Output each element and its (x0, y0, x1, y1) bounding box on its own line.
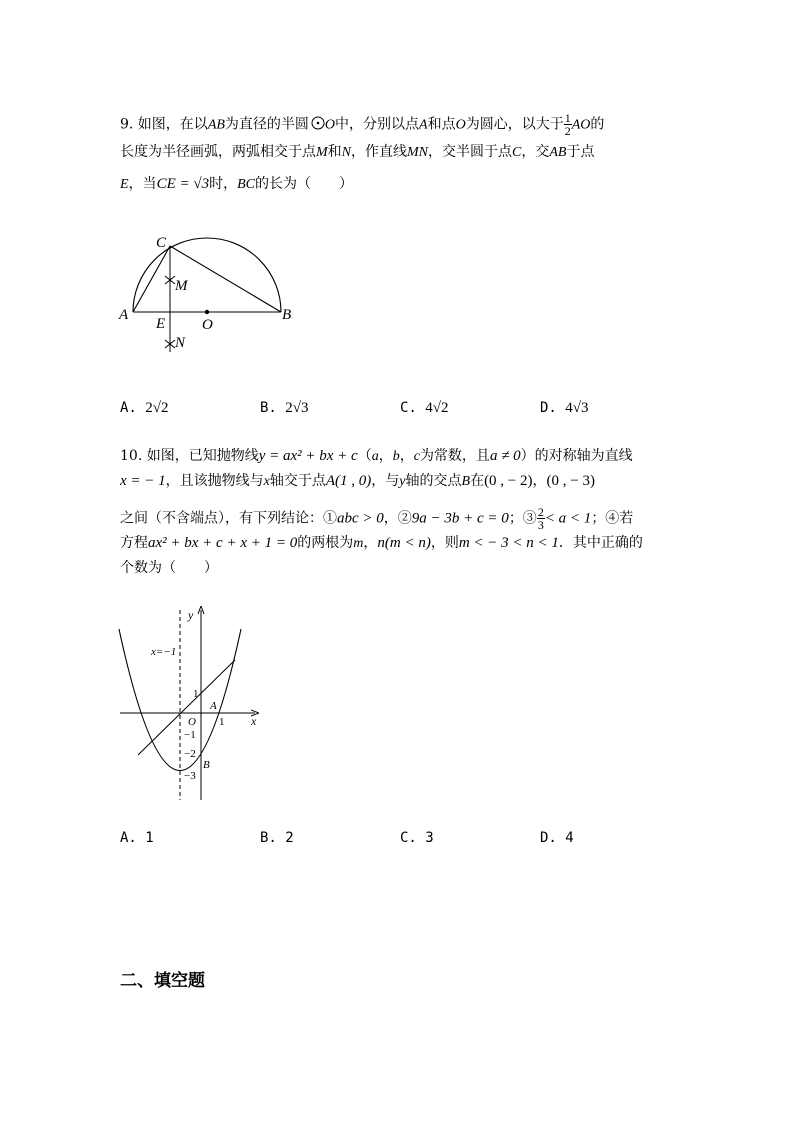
circle-dot-icon (311, 116, 325, 130)
label-A: A (119, 307, 129, 323)
q9-line-1: 9. 如图，在以AB为直径的半圆 O中，分别以点A和点O为圆心，以大于 $\frac{1}{2}$ AO的 (120, 111, 605, 138)
q9-semicircle-figure (110, 225, 310, 375)
symmetry-axis-label: x=−1 (151, 646, 177, 658)
point-A-label: A (210, 700, 217, 712)
q10-option-a[interactable]: A. 1 (120, 830, 154, 846)
label-E: E (156, 316, 166, 332)
q10-line-2: x = − 1，且该抛物线与x轴交于点A(1 , 0)，与y轴的交点B在(0 , − 2)，(0 , − 3) (120, 473, 595, 489)
x-tick-1: 1 (219, 716, 225, 728)
y-tick-1: 1 (193, 688, 199, 700)
label-N: N (175, 335, 186, 351)
q9-option-d[interactable]: D. 4√3 (540, 400, 589, 416)
y-tick-neg2: −2 (184, 748, 196, 760)
q9-option-b[interactable]: B. 2√3 (260, 400, 309, 416)
q9-option-a[interactable]: A. 2√2 (120, 400, 169, 416)
center-point-O (205, 310, 209, 314)
q9-line-2: 长度为半径画弧，两弧相交于点M和N，作直线MN，交半圆于点C，交AB于点 (120, 144, 595, 160)
two-thirds-fraction: $\frac{2}{3}$ (537, 505, 544, 532)
segment-AC (133, 246, 170, 312)
x-axis-label: x (251, 714, 257, 728)
label-C: C (156, 235, 167, 251)
section-heading-fill-in-blank: 二、填空题 (120, 971, 205, 991)
q10-option-c[interactable]: C. 3 (400, 830, 434, 846)
label-O: O (202, 317, 213, 333)
q10-line-4: 方程ax² + bx + c + x + 1 = 0的两根为m，n(m < n)，则m < − 3 < n < 1．其中正确的 (120, 535, 643, 551)
q10-option-b[interactable]: B. 2 (260, 830, 294, 846)
q10-line-1: 10. 如图，已知抛物线y = ax² + bx + c（a，b，c为常数，且a ≠ 0）的对称轴为直线 (120, 448, 633, 464)
q10-parabola-graph (115, 605, 275, 805)
q10-line-3: 之间（不含端点），有下列结论：①abc > 0，②9a − 3b + c = 0；③ $\frac{2}{3}$ < a < 1；④若 (120, 505, 634, 532)
q9-line-3: E，当CE = √3时，BC的长为（ ） (120, 176, 353, 192)
label-B: B (282, 307, 292, 323)
y-tick-neg3: −3 (184, 770, 196, 782)
y-tick-neg1: −1 (184, 729, 196, 741)
q10-option-d[interactable]: D. 4 (540, 830, 574, 846)
point-B-label: B (203, 759, 210, 771)
label-M: M (175, 278, 188, 294)
q10-line-5: 个数为（ ） (120, 560, 218, 576)
half-fraction: $\frac{1}{2}$ (564, 111, 571, 138)
origin-label: O (188, 716, 196, 728)
q9-option-c[interactable]: C. 4√2 (400, 400, 449, 416)
parabola-curve (119, 629, 241, 771)
y-axis-label: y (188, 608, 194, 622)
